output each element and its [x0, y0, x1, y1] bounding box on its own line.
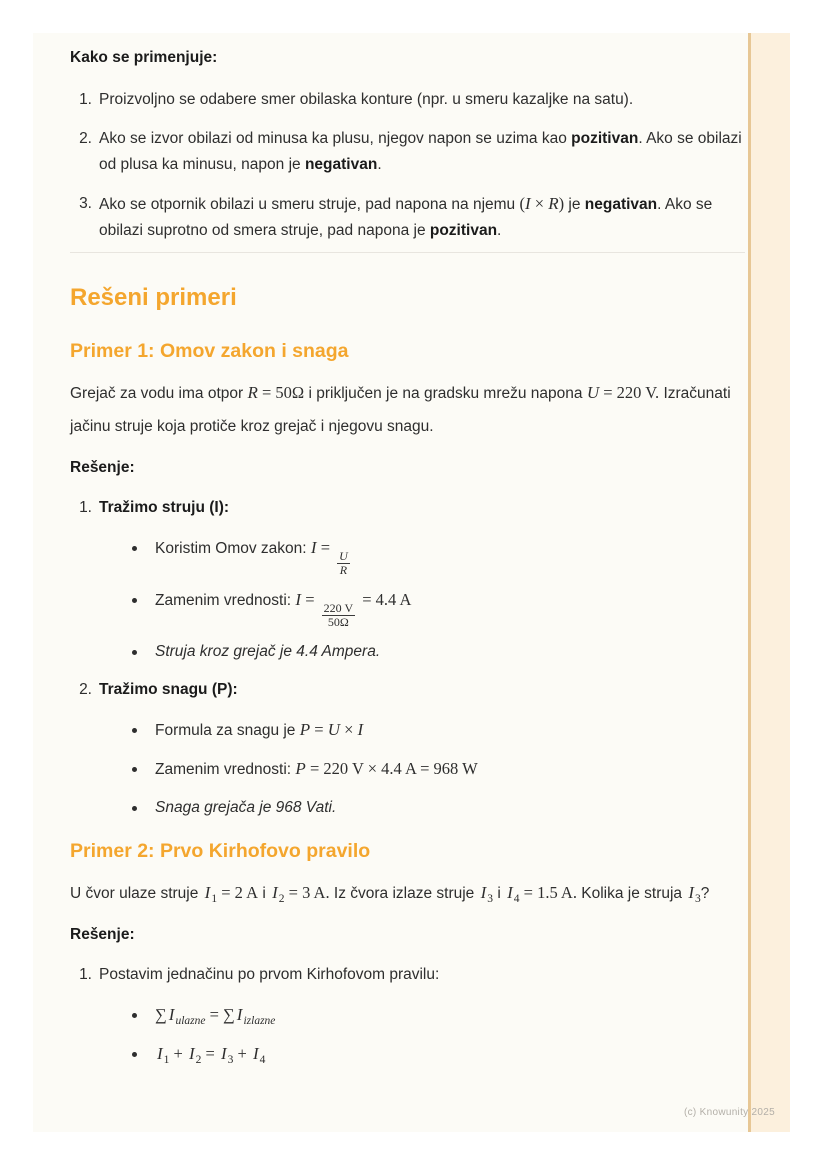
- step-item: [70, 962, 745, 1070]
- list-number: 2.: [79, 130, 92, 147]
- primer2-resenje-label: Rešenje:: [70, 926, 135, 943]
- step-item: [70, 677, 745, 823]
- list-item: [70, 87, 745, 113]
- list-item-text: Proizvoljno se odabere smer obilaska konture (npr. u smeru kazaljke na satu).: [99, 91, 634, 108]
- document-page-card: [33, 33, 790, 1132]
- bullet-item: [129, 1039, 745, 1070]
- bullet-dot: [132, 598, 137, 603]
- primer1-steps: [70, 495, 745, 823]
- bullet-item: [129, 1000, 745, 1031]
- list-number: 3.: [79, 195, 92, 212]
- bullet-item: [129, 715, 745, 746]
- step-bullets: [129, 1000, 745, 1070]
- list-number: 1.: [79, 499, 92, 516]
- bullet-dot: [132, 1013, 137, 1018]
- primer2-intro: U čvor ulaze struje $I_1 = 2$ A i $I_2 = 3$ A. Iz čvora izlaze struje $I_3$ i $I_4 = 1.5$ A. Kolika je struja $I_3$?: [70, 883, 710, 906]
- bullet-text: Snaga grejača je 968 Vati.: [155, 799, 337, 816]
- bullet-text: Formula za snagu je P = U × I: [155, 720, 364, 739]
- bullet-text: Zamenim vrednosti: I = $\frac{220 V}{50\Omega}$ = 4.4 A: [155, 590, 412, 629]
- list-item-text: Ako se izvor obilazi od minusa ka plusu, njegov napon se uzima kao pozitivan. Ako se obilazi od plusa ka minusu, napon je negativan.: [99, 130, 742, 173]
- bullet-text: Koristim Omov zakon: I = $\frac{U}{R}$: [155, 538, 348, 577]
- list-number: 1.: [79, 91, 92, 108]
- bullet-item: [129, 754, 745, 785]
- step-item: [70, 495, 745, 667]
- bullet-item: [129, 585, 745, 629]
- primer1-intro: Grejač za vodu ima otpor R = 50Ω i priključen je na gradsku mrežu napona U = 220 V. Izračunati jačinu struje koja protiče kroz grejač i njegovu snagu.: [70, 383, 731, 435]
- bullet-dot: [132, 767, 137, 772]
- list-item: [70, 126, 745, 178]
- bullet-dot: [132, 546, 137, 551]
- kako-list: [70, 87, 745, 244]
- bullet-item: [129, 637, 745, 667]
- step-bullets: [129, 715, 745, 823]
- reseni-primeri-heading: Rešeni primeri: [70, 284, 237, 311]
- bullet-dot: [132, 1052, 137, 1057]
- primer2-steps: [70, 962, 745, 1070]
- list-item-text: Ako se otpornik obilazi u smeru struje, pad napona na njemu (I × R) je negativan. Ako se obilazi suprotno od smera struje, pad napona je pozitivan.: [99, 194, 713, 239]
- bullet-item: [129, 793, 745, 823]
- primer1-resenje-label: Rešenje:: [70, 459, 135, 476]
- list-item: [70, 191, 745, 244]
- bullet-dot: [132, 806, 137, 811]
- list-number: 2.: [79, 681, 92, 698]
- step-title: Tražimo snagu (P):: [99, 681, 238, 698]
- list-number: 1.: [79, 966, 92, 983]
- kako-heading: Kako se primenjuje:: [70, 49, 218, 66]
- bullet-item: [129, 533, 745, 577]
- step-title: Postavim jednačinu po prvom Kirhofovom pravilu:: [99, 966, 440, 983]
- step-bullets: [129, 533, 745, 667]
- bullet-text: Zamenim vrednosti: P = 220 V × 4.4 A = 968 W: [155, 759, 478, 778]
- bullet-text: Struja kroz grejač je 4.4 Ampera.: [155, 643, 381, 660]
- primer1-heading: Primer 1: Omov zakon i snaga: [70, 340, 349, 362]
- bullet-text: ∑ $I_{ulazne}$ = ∑ $I_{izlazne}$: [155, 1005, 276, 1028]
- bullet-dot: [132, 728, 137, 733]
- section-divider: [70, 252, 745, 253]
- primer2-heading: Primer 2: Prvo Kirhofovo pravilo: [70, 840, 371, 862]
- document-content: [33, 33, 790, 1070]
- bullet-text: $I_1 + I_2 = I_3 + I_4$: [157, 1044, 266, 1067]
- step-title: Tražimo struju (I):: [99, 499, 230, 516]
- bullet-dot: [132, 650, 137, 655]
- watermark: (c) Knowunity 2025: [683, 1107, 775, 1118]
